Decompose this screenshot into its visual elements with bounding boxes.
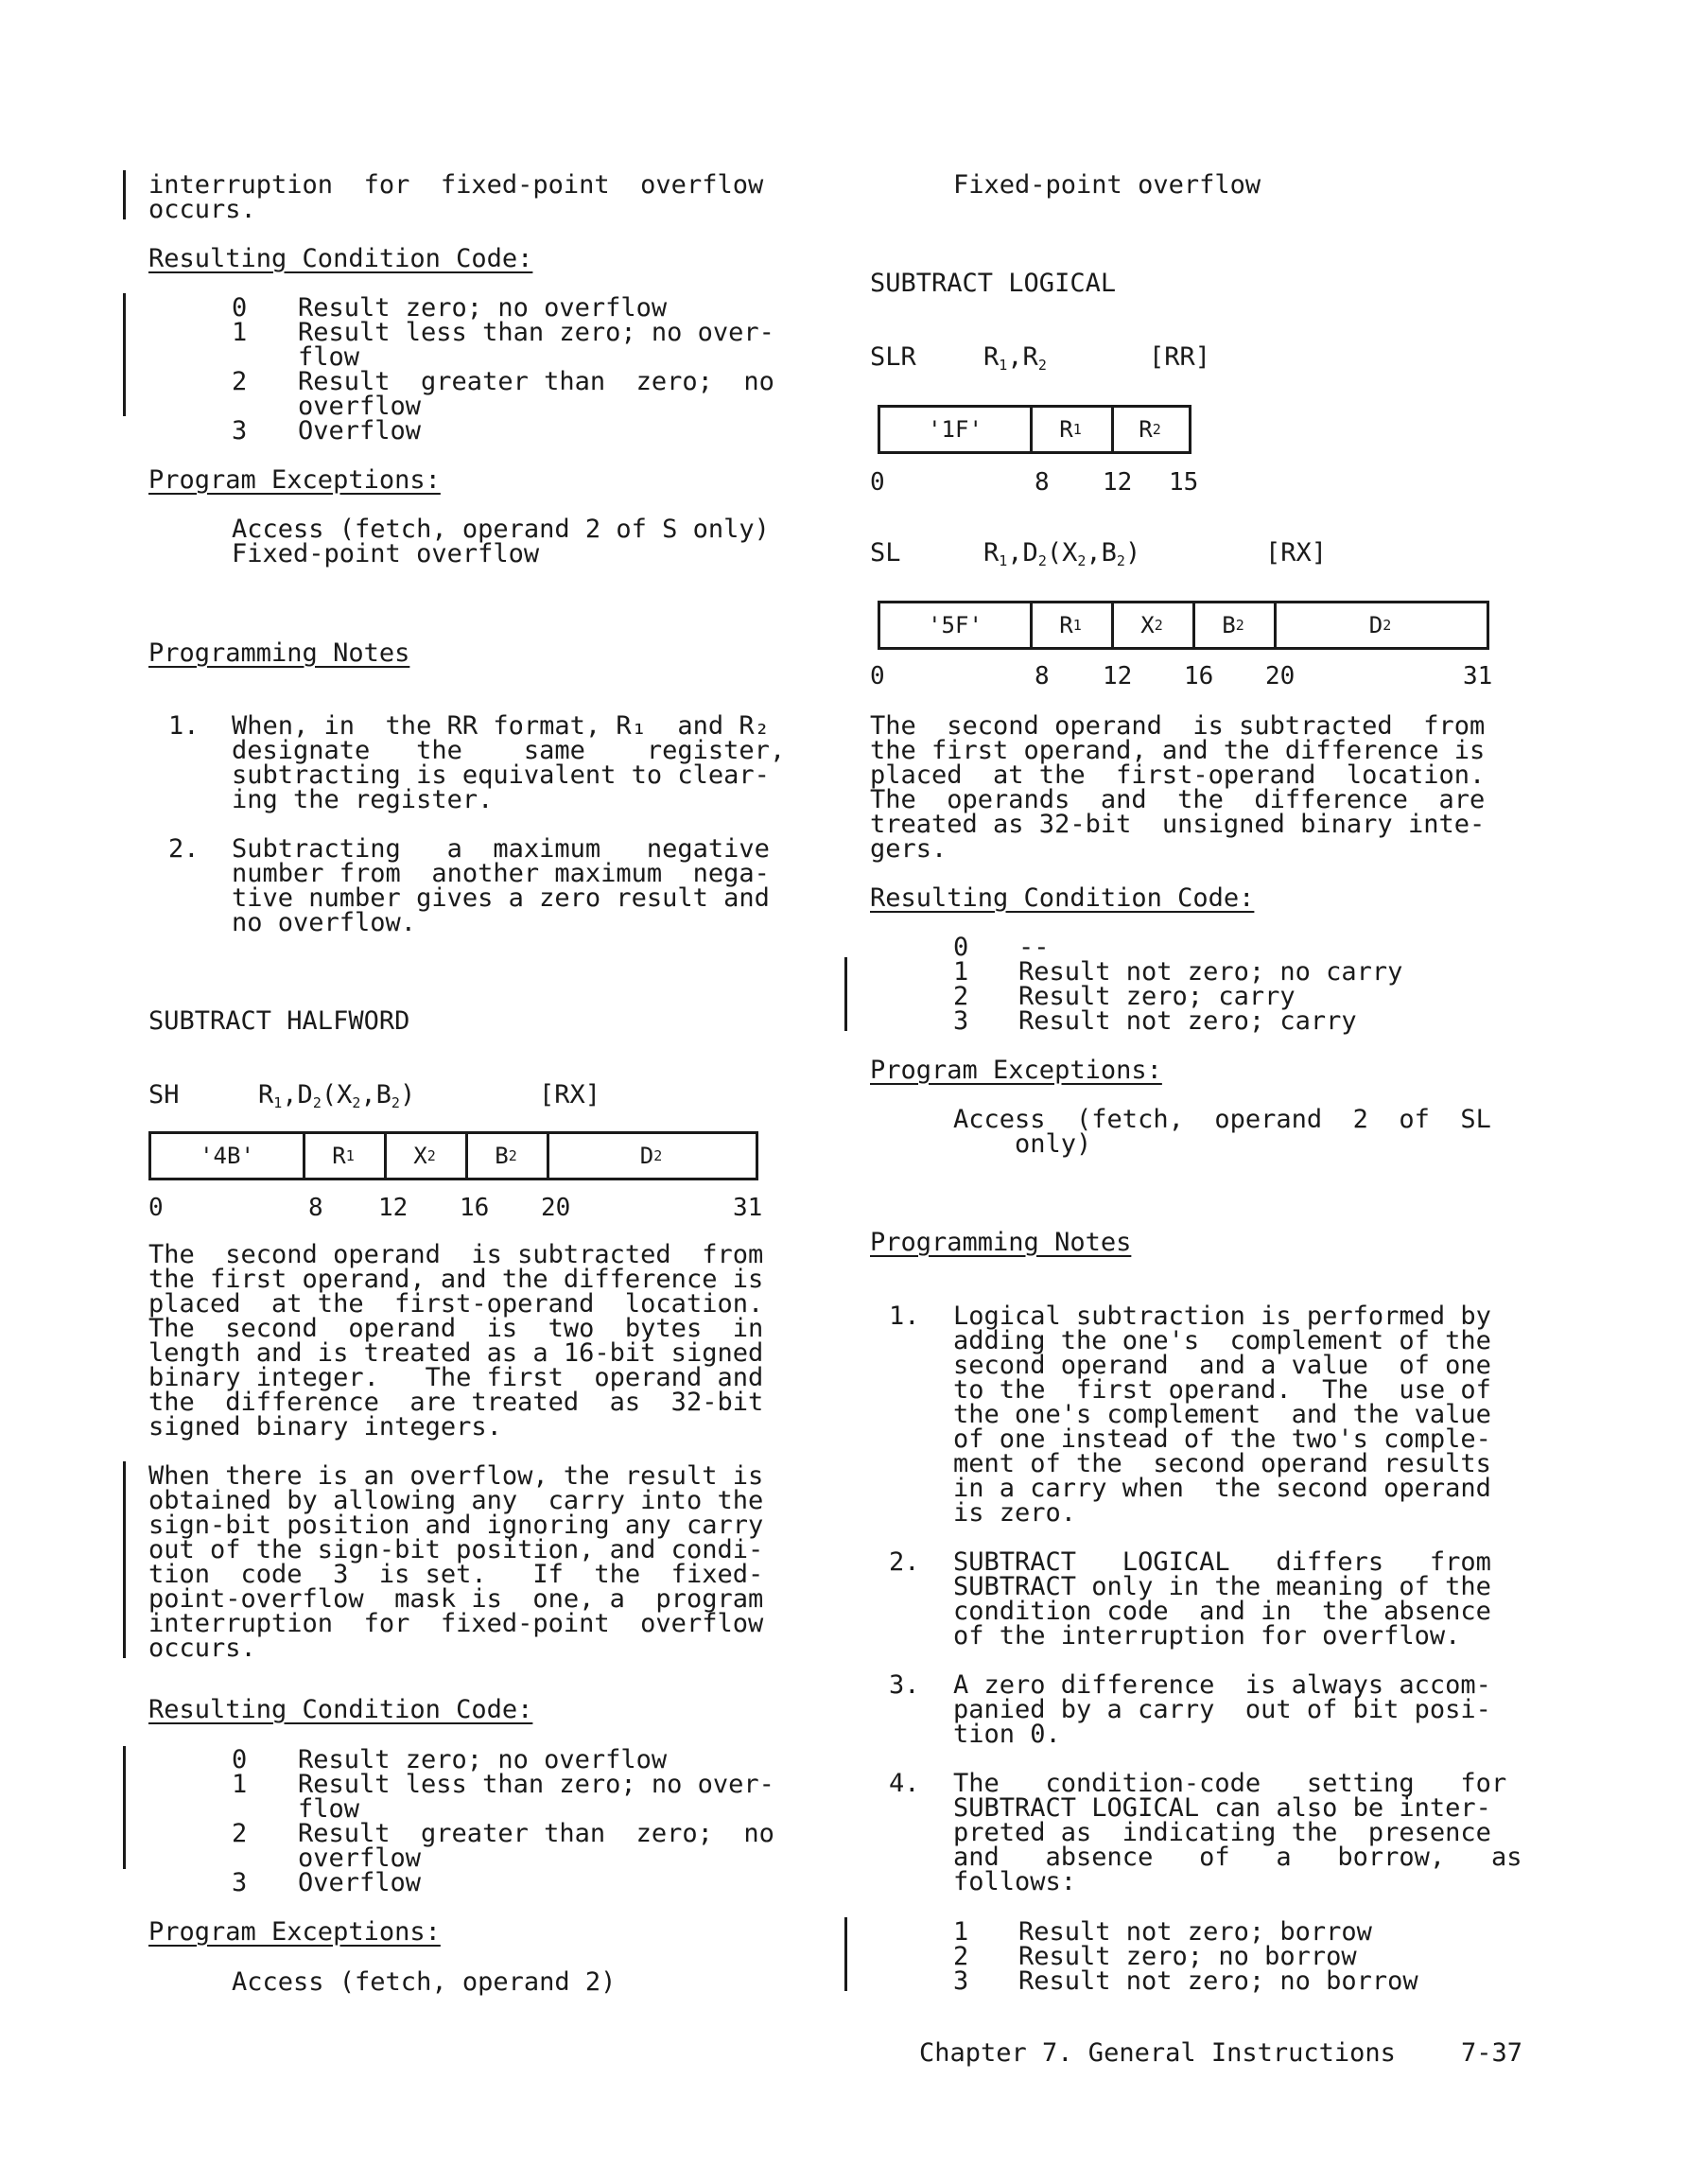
description-line: The second operand is two bytes in <box>148 1314 764 1343</box>
note-line: preted as indicating the presence <box>953 1818 1491 1847</box>
r1-field: R 1 <box>303 1134 387 1178</box>
sh-format-diagram <box>148 1131 758 1180</box>
condition-text: Result zero; carry <box>1018 982 1296 1011</box>
note-number: 2. <box>168 834 200 864</box>
exception-line: Access (fetch, operand 2 of SL <box>953 1105 1491 1134</box>
condition-text: flow <box>298 342 360 372</box>
instruction-format: [RX] <box>539 1080 601 1109</box>
description-line: signed binary integers. <box>148 1412 502 1441</box>
continued-text-line: interruption for fixed-point overflow <box>148 170 764 200</box>
bit-position: 8 <box>1035 468 1050 497</box>
revision-bar <box>123 170 126 219</box>
condition-text: Result not zero; no carry <box>1018 957 1403 987</box>
description-line: the difference are treated as 32-bit <box>148 1388 764 1417</box>
resulting-condition-code-heading: Resulting Condition Code: <box>148 244 533 273</box>
note-line: Logical subtraction is performed by <box>953 1302 1491 1331</box>
x2-field: X 2 <box>384 1134 468 1178</box>
instruction-mnemonic: SLR <box>870 342 916 372</box>
condition-text: Result greater than zero; no <box>298 1819 774 1848</box>
r1-field: R 1 <box>1030 408 1114 451</box>
description-line: treated as 32-bit unsigned binary inte- <box>870 810 1486 839</box>
overflow-line: obtained by allowing any carry into the <box>148 1486 764 1515</box>
overflow-line: sign-bit position and ignoring any carry <box>148 1511 764 1540</box>
condition-text: Result less than zero; no over- <box>298 318 774 347</box>
d2-field: D 2 <box>1368 612 1392 638</box>
opcode-field: '5F' <box>880 603 1033 647</box>
note-line: panied by a carry out of bit posi- <box>953 1695 1491 1724</box>
overflow-line: point-overflow mask is one, a program <box>148 1584 764 1614</box>
r2-field: R 2 <box>1139 416 1161 443</box>
note-number: 4. <box>889 1769 920 1798</box>
note-line: The condition-code setting for <box>953 1769 1507 1798</box>
condition-code: 2 <box>232 367 248 396</box>
condition-code: 3 <box>953 1006 969 1036</box>
borrow-text: Result not zero; no borrow <box>1018 1966 1418 1996</box>
instruction-format: [RR] <box>1149 342 1211 372</box>
condition-text: flow <box>298 1794 360 1824</box>
condition-text: overflow <box>298 392 422 421</box>
bit-position: 0 <box>148 1194 164 1222</box>
note-line: When, in the RR format, R₁ and R₂ <box>232 711 770 741</box>
footer-chapter: Chapter 7. General Instructions <box>919 2038 1396 2068</box>
exception-line: Access (fetch, operand 2) <box>232 1967 617 1997</box>
overflow-line: occurs. <box>148 1634 256 1663</box>
exception-line: Access (fetch, operand 2 of S only) <box>232 515 770 544</box>
note-line: adding the one's complement of the <box>953 1326 1491 1355</box>
note-line: ment of the second operand results <box>953 1449 1491 1478</box>
opcode-field: '4B' <box>151 1134 305 1178</box>
continued-text-line: occurs. <box>148 195 256 224</box>
note-line: and absence of a borrow, as <box>953 1843 1522 1872</box>
instruction-operands: $R_1,D_2(X_2,B_2)$ <box>983 538 1141 569</box>
note-line: designate the same register, <box>232 736 786 765</box>
condition-text: Result zero; no overflow <box>298 1745 668 1774</box>
note-line: the one's complement and the value <box>953 1400 1491 1429</box>
note-line: subtracting is equivalent to clear- <box>232 760 770 790</box>
note-line: second operand and a value of one <box>953 1351 1491 1380</box>
borrow-code: 3 <box>953 1966 969 1996</box>
overflow-line: When there is an overflow, the result is <box>148 1461 764 1491</box>
overflow-line: tion code 3 is set. If the fixed- <box>148 1560 764 1589</box>
description-line: gers. <box>870 834 948 864</box>
bit-position: 12 <box>1103 468 1133 497</box>
description-line: placed at the first-operand location. <box>148 1289 764 1319</box>
borrow-text: Result zero; no borrow <box>1018 1942 1357 1971</box>
condition-code: 2 <box>953 982 969 1011</box>
note-line: A zero difference is always accom- <box>953 1670 1491 1700</box>
bit-position: 12 <box>1103 662 1133 690</box>
x2-field: X 2 <box>1111 603 1195 647</box>
note-line: ing the register. <box>232 785 494 814</box>
bit-position: 20 <box>1265 662 1296 690</box>
note-line: to the first operand. The use of <box>953 1375 1491 1405</box>
borrow-text: Result not zero; borrow <box>1018 1917 1372 1947</box>
note-line: follows: <box>953 1867 1077 1896</box>
note-line: tion 0. <box>953 1720 1061 1749</box>
condition-code: 1 <box>232 318 248 347</box>
description-line: The second operand is subtracted from <box>148 1240 764 1269</box>
d2-field: D 2 <box>639 1143 663 1169</box>
instruction-mnemonic: SH <box>148 1080 180 1109</box>
revision-bar <box>123 1746 126 1869</box>
instruction-title: SUBTRACT HALFWORD <box>148 1006 410 1036</box>
instruction-operands: $R_1,D_2(X_2,B_2)$ <box>258 1080 416 1111</box>
description-line: the first operand, and the difference is <box>148 1265 764 1294</box>
condition-code: 1 <box>953 957 969 987</box>
note-line: SUBTRACT LOGICAL differs from <box>953 1547 1491 1577</box>
revision-bar <box>844 957 847 1031</box>
note-number: 1. <box>168 711 200 741</box>
bit-position: 16 <box>460 1194 490 1222</box>
note-line: no overflow. <box>232 908 417 937</box>
bit-position: 8 <box>1035 662 1050 690</box>
borrow-code: 1 <box>953 1917 969 1947</box>
resulting-condition-code-heading: Resulting Condition Code: <box>148 1695 533 1724</box>
condition-code: 0 <box>953 933 969 962</box>
b2-field: B 2 <box>465 1134 549 1178</box>
program-exceptions-heading: Program Exceptions: <box>870 1056 1162 1085</box>
programming-notes-heading: Programming Notes <box>148 638 410 668</box>
bit-position: 20 <box>541 1194 571 1222</box>
note-number: 2. <box>889 1547 920 1577</box>
note-line: Subtracting a maximum negative <box>232 834 770 864</box>
note-line: tive number gives a zero result and <box>232 883 770 913</box>
instruction-format: [RX] <box>1265 538 1328 568</box>
note-line: of one instead of the two's comple- <box>953 1424 1491 1454</box>
revision-bar <box>123 293 126 416</box>
resulting-condition-code-heading: Resulting Condition Code: <box>870 883 1255 913</box>
note-line: condition code and in the absence <box>953 1597 1491 1626</box>
condition-text: -- <box>1018 933 1050 962</box>
program-exceptions-heading: Program Exceptions: <box>148 1917 441 1947</box>
condition-text: Overflow <box>298 416 422 446</box>
b2-field: B 2 <box>1192 603 1277 647</box>
program-exceptions-heading: Program Exceptions: <box>148 465 441 495</box>
condition-code: 0 <box>232 1745 248 1774</box>
bit-position: 31 <box>1463 662 1493 690</box>
sl-format-diagram <box>878 601 1489 650</box>
description-line: the first operand, and the difference is <box>870 736 1486 765</box>
condition-code: 3 <box>232 1868 248 1897</box>
description-line: The operands and the difference are <box>870 785 1486 814</box>
description-line: binary integer. The first operand and <box>148 1363 764 1392</box>
instruction-mnemonic: SL <box>870 538 901 568</box>
overflow-line: interruption for fixed-point overflow <box>148 1609 764 1638</box>
r1-field: R 1 <box>1030 603 1114 647</box>
slr-format-diagram <box>878 405 1191 454</box>
note-line: is zero. <box>953 1498 1077 1528</box>
revision-bar <box>844 1917 847 1991</box>
condition-text: Overflow <box>298 1868 422 1897</box>
borrow-code: 2 <box>953 1942 969 1971</box>
condition-code: 3 <box>232 416 248 446</box>
note-line: SUBTRACT only in the meaning of the <box>953 1572 1491 1601</box>
bit-position: 16 <box>1184 662 1214 690</box>
opcode-field: '1F' <box>880 408 1033 451</box>
description-line: placed at the first-operand location. <box>870 760 1486 790</box>
note-line: in a carry when the second operand <box>953 1474 1491 1503</box>
condition-code: 1 <box>232 1770 248 1799</box>
bit-position: 12 <box>378 1194 409 1222</box>
description-line: The second operand is subtracted from <box>870 711 1486 741</box>
condition-text: Result zero; no overflow <box>298 293 668 323</box>
bit-position: 0 <box>870 468 885 497</box>
exception-line: only) <box>953 1129 1092 1159</box>
condition-code: 0 <box>232 293 248 323</box>
condition-text: Result greater than zero; no <box>298 367 774 396</box>
bit-position: 0 <box>870 662 885 690</box>
footer-page-number: 7-37 <box>1461 2038 1523 2068</box>
condition-text: Result not zero; carry <box>1018 1006 1357 1036</box>
note-number: 1. <box>889 1302 920 1331</box>
condition-text: overflow <box>298 1843 422 1873</box>
note-line: of the interruption for overflow. <box>953 1621 1461 1651</box>
bit-position: 31 <box>733 1194 763 1222</box>
bit-position: 8 <box>308 1194 323 1222</box>
note-line: SUBTRACT LOGICAL can also be inter- <box>953 1793 1491 1823</box>
programming-notes-heading: Programming Notes <box>870 1228 1132 1257</box>
revision-bar <box>123 1461 126 1658</box>
instruction-title: SUBTRACT LOGICAL <box>870 269 1117 298</box>
overflow-line: out of the sign-bit position, and condi- <box>148 1535 764 1564</box>
condition-code: 2 <box>232 1819 248 1848</box>
description-line: length and is treated as a 16-bit signed <box>148 1338 764 1368</box>
note-number: 3. <box>889 1670 920 1700</box>
bit-position: 15 <box>1169 468 1199 497</box>
exception-line: Fixed-point overflow <box>953 170 1261 200</box>
condition-text: Result less than zero; no over- <box>298 1770 774 1799</box>
note-line: number from another maximum nega- <box>232 859 770 888</box>
instruction-operands: $R_1,R_2$ <box>983 342 1047 374</box>
exception-line: Fixed-point overflow <box>232 539 540 568</box>
